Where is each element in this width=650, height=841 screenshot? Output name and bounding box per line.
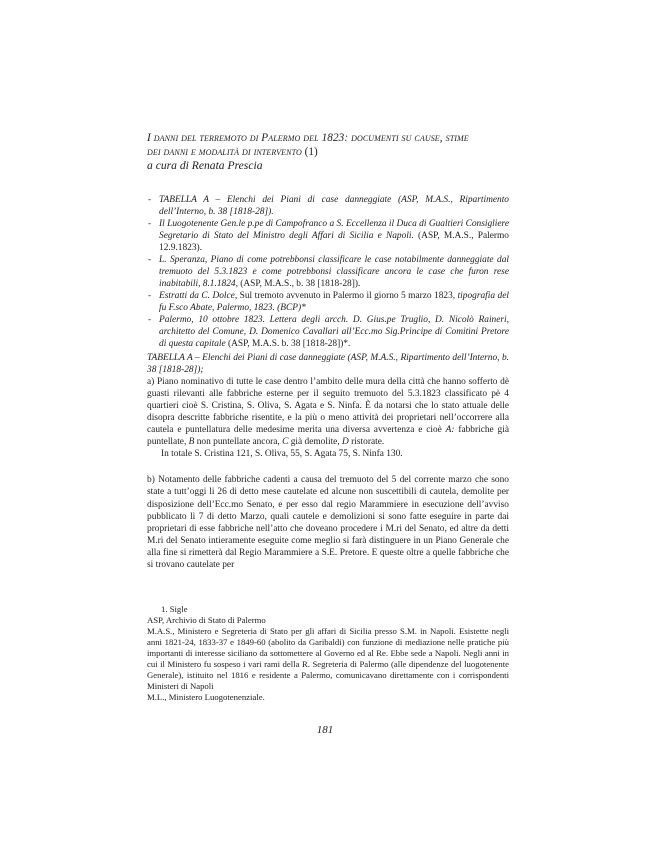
list-bullet: - — [148, 291, 152, 301]
title-line-2 — [147, 146, 509, 160]
source-text: (ASP, M.A.S. b. 38 [1818-28])*. — [225, 339, 351, 349]
paragraph-a-text: a) Piano nominativo di tutte le case dentro l’ambito delle mura della città che hanno sofferto dè guasti rilevanti alle fabbriche esterne per il seguito tremuoto del 5.3.1823 classificato pè 4 quartieri cioè S. Cristina, S. Oliva, S. Agata e S. Ninfa. È da notarsi che lo stato attuale delle disopra descritte fabbriche risentite, e la più o meno attività dei proprietari nell’occorrere alla cautela e puntellatura delle medesime merita una diversa avvertenza e cioè — [147, 377, 509, 436]
paragraph-a-text-4: già demolite, — [288, 437, 343, 448]
page-number: 181 — [316, 724, 334, 736]
paragraph-a-key-d: D — [342, 437, 349, 448]
source-text: TABELLA A – Elenchi dei Piani di case danneggiate (ASP, M.A.S., Ripartimento dell’Interno, b. 38 [1818-28]). — [159, 195, 509, 217]
list-bullet: - — [148, 255, 152, 265]
source-text: (ASP, M.A.S., Palermo 12.9.1823). — [159, 231, 509, 253]
paragraph-a-key-b: B — [188, 437, 195, 448]
source-text: (ASP, M.A.S., b. 38 [1818-28]). — [237, 279, 361, 289]
source-text: Estratti da C. Dolce — [159, 291, 235, 301]
source-text: Il Luogotenente Gen.le p.pe di Campofranco a S. Eccellenza il Duca di Gualtieri Consigliere Segretario di Stato del Ministro degli Affari di Sicilia e Napoli. — [159, 219, 509, 241]
source-item — [147, 194, 509, 218]
title-line-2-text: dei danni e modalità di intervento — [147, 145, 302, 158]
paragraph-a-text-5: ristorate. — [348, 437, 385, 448]
paragraph-a-text-2: fabbriche già puntellate, — [147, 425, 509, 448]
title-footnote-ref: (1) — [304, 145, 318, 158]
list-bullet: - — [148, 195, 152, 205]
main-text — [147, 352, 509, 571]
paragraph-a-key-a: A: — [445, 425, 455, 436]
paragraph-a-text-3: non puntellate ancora, — [194, 437, 283, 448]
article-title — [147, 132, 509, 173]
tabella-heading: TABELLA A – Elenchi dei Piani di case danneggiate (ASP, M.A.S., Ripartimento dell’Interno, b. 38 [1818-28]); — [147, 353, 509, 376]
source-text: , Sul tremoto avvenuto in Palermo il giorno 5 marzo 1823, — [234, 291, 458, 301]
paragraph-a-key-c: C — [282, 437, 289, 448]
source-text: tipografia del fu F.sco Abate, Palermo, 1823. (BCP)* — [159, 291, 509, 313]
article-author: a cura di Renata Prescia — [147, 159, 263, 173]
footnote-mas: M.A.S., Ministero e Segreteria di Stato per gli affari di Sicilia presso S.M. in Napoli. Esistette negli anni 1821-24, 1833-37 e 1849-60 (abolito da Garibaldi) con funzione di mediazione nelle pratiche più importanti di interesse siciliano da sottomettere al Governo ed al Re. Ebbe sede a Napoli. Negli anni in cui il Ministero fu sospeso i vari rami della R. Segreteria di Palermo (alle dipendenze del luogotenente Generale), istituito nel 1816 e residente a Palermo, comunicavano direttamente con i corrispondenti Ministeri di Napoli — [147, 626, 509, 691]
totals-line: In totale S. Cristina 121, S. Oliva, 55, S. Agata 75, S. Ninfa 130. — [161, 449, 403, 460]
paragraph-a — [147, 376, 509, 448]
source-text: Palermo, 10 ottobre 1823. Lettera degli arcch. D. Gius.pe Truglio, D. Nicolò Raineri, architetto del Comune, D. Domenico Cavallari all’Ecc.mo Sig.Principe di Comitini Pretore di questa capitale — [159, 315, 509, 349]
sources-list — [147, 194, 509, 350]
title-line-1: I danni del terremoto di Palermo del 1823: documenti su cause, stime — [147, 132, 469, 144]
list-bullet: - — [148, 219, 152, 229]
list-bullet: - — [148, 315, 152, 325]
source-item — [147, 254, 509, 290]
footnote-asp: ASP, Archivio di Stato di Palermo — [147, 615, 266, 625]
footnote-heading: 1. Sigle — [161, 604, 188, 614]
paragraph-b: b) Notamento delle fabbriche cadenti a causa del tremuoto del 5 del corrente marzo che sono state a tutt’oggi li 26 di detto mese cautelate ed alcune non suscettibili di cautela, demolite per disposizione dell’Ecc.mo Senato, e per esso dal regio Marammiere in esecuzione dell’avviso pubblicato lì 7 di detto Marzo, quali cautele e demolizioni si sono fatte eseguire in parte dai proprietari di esse fabbriche nell’atto che doveano procedere i M.ri del Senato, ed altre da detti M.ri del Senato intieramente eseguite come meglio si farà distinguere in un Piano Generale che alla fine si rimetterà dal Regio Marammiere a S.E. Pretore. E queste oltre a quelle fabbriche che si trovano cautelate per — [147, 475, 509, 570]
source-item — [147, 218, 509, 254]
source-item — [147, 314, 509, 350]
source-item — [147, 290, 509, 314]
source-text: L. Speranza, Piano di come potrebbonsi classificare le case notabilmente danneggiate dal tremuoto del 5.3.1823 e come potrebbonsi classificare ancora le case che furon rese inabitabili, 8.1.1824, — [159, 255, 509, 289]
footnote-ml: M.L., Ministero Luogotenenziale. — [147, 692, 265, 702]
footnotes — [147, 604, 509, 703]
